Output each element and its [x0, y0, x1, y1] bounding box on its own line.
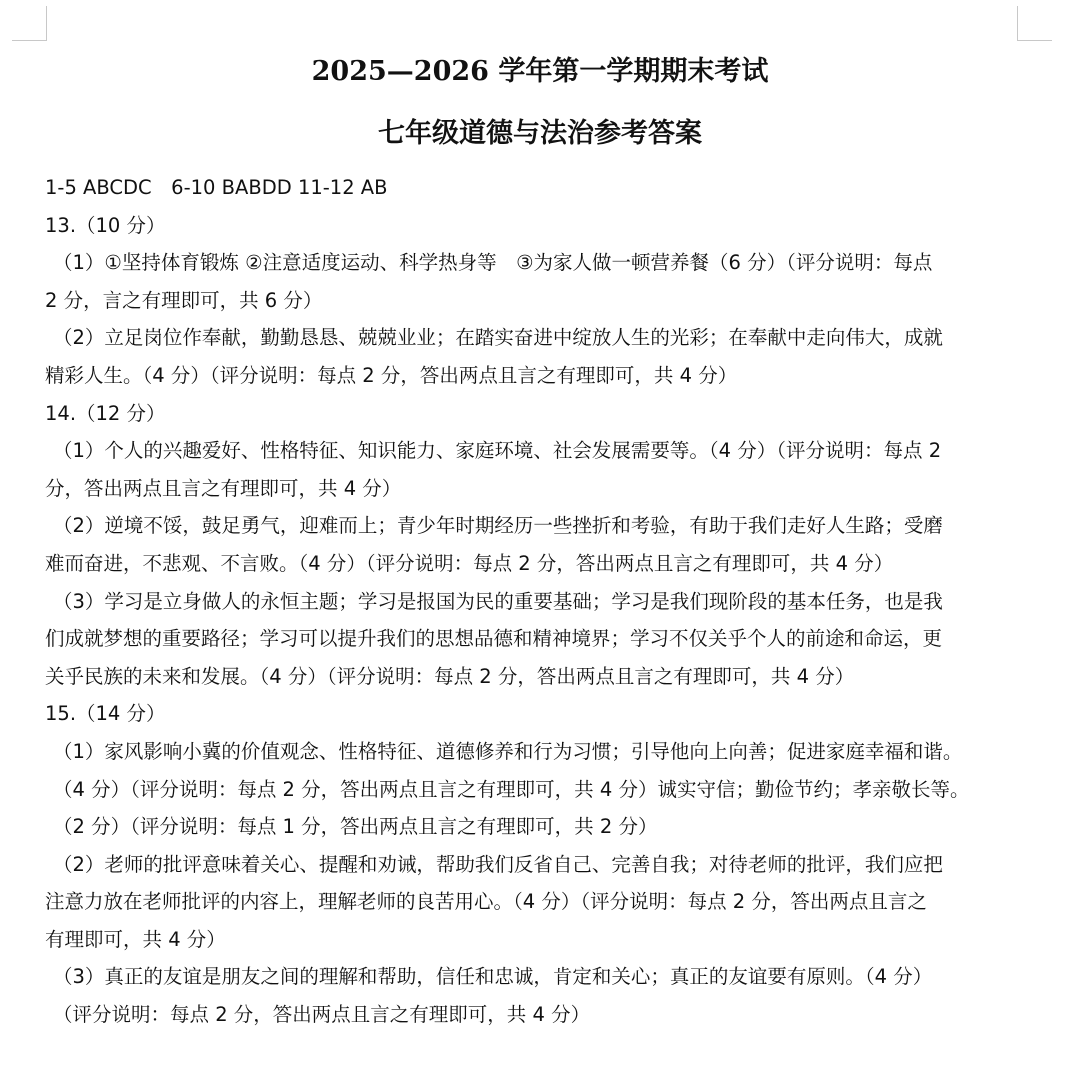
answer-body [45, 169, 1025, 1034]
answer-line: （1）个人的兴趣爱好、性格特征、知识能力、家庭环境、社会发展需要等。（4 分）（评分说明：每点 2 [53, 439, 942, 463]
answer-line: （评分说明：每点 2 分，答出两点且言之有理即可，共 4 分） [53, 1003, 591, 1027]
answer-line: （1）家风影响小冀的价值观念、性格特征、道德修养和行为习惯；引导他向上向善；促进家庭幸福和谐。 [53, 739, 963, 763]
answer-line: 分，答出两点且言之有理即可，共 4 分） [45, 476, 402, 500]
answer-line: （4 分）（评分说明：每点 2 分，答出两点且言之有理即可，共 4 分）诚实守信；勤俭节约；孝亲敬长等。 [53, 777, 970, 801]
answer-line: （3）真正的友谊是朋友之间的理解和帮助，信任和忠诚，肯定和关心；真正的友谊要有原则。（4 分） [53, 965, 933, 989]
answer-line: （2）老师的批评意味着关心、提醒和劝诫，帮助我们反省自己、完善自我；对待老师的批评，我们应把 [53, 852, 943, 876]
answer-line: 2 分，言之有理即可，共 6 分） [45, 288, 323, 312]
answer-line: （2）逆境不馁，鼓足勇气，迎难而上；青少年时期经历一些挫折和考验，有助于我们走好人生路；受磨 [53, 514, 943, 538]
answer-line: 关乎民族的未来和发展。（4 分）（评分说明：每点 2 分，答出两点且言之有理即可，共 4 分） [45, 664, 855, 688]
document-subtitle: 七年级道德与法治参考答案 [378, 118, 702, 149]
answer-line: （1）①坚持体育锻炼 ②注意适度运动、科学热身等 ③为家人做一顿营养餐（6 分）（评分说明：每点 [53, 251, 933, 275]
answer-line-choice-answers: 1-5 ABCDC 6-10 BABDD 11-12 AB [45, 176, 388, 199]
question-heading-14: 14.（12 分） [45, 401, 166, 425]
document-title: 2025—2026 学年第一学期期末考试 [311, 56, 769, 87]
answer-line: 注意力放在老师批评的内容上，理解老师的良苦用心。（4 分）（评分说明：每点 2 分，答出两点且言之 [45, 890, 927, 914]
answer-line: 难而奋进，不悲观、不言败。（4 分）（评分说明：每点 2 分，答出两点且言之有理即可，共 4 分） [45, 551, 894, 575]
answer-line: （2 分）（评分说明：每点 1 分，答出两点且言之有理即可，共 2 分） [53, 815, 658, 839]
question-heading-13: 13.（10 分） [45, 213, 166, 237]
answer-line: 精彩人生。（4 分）（评分说明：每点 2 分，答出两点且言之有理即可，共 4 分） [45, 363, 738, 387]
question-heading-15: 15.（14 分） [45, 702, 166, 726]
page-corner-mark-top-left [12, 6, 47, 41]
answer-line: （3）学习是立身做人的永恒主题；学习是报国为民的重要基础；学习是我们现阶段的基本任务，也是我 [53, 589, 943, 613]
page-corner-mark-top-right [1017, 6, 1052, 41]
answer-line: （2）立足岗位作奉献，勤勤恳恳、兢兢业业；在踏实奋进中绽放人生的光彩；在奉献中走向伟大，成就 [53, 326, 943, 350]
answer-line: 们成就梦想的重要路径；学习可以提升我们的思想品德和精神境界；学习不仅关乎个人的前途和命运，更 [45, 627, 943, 651]
answer-line: 有理即可，共 4 分） [45, 927, 226, 951]
